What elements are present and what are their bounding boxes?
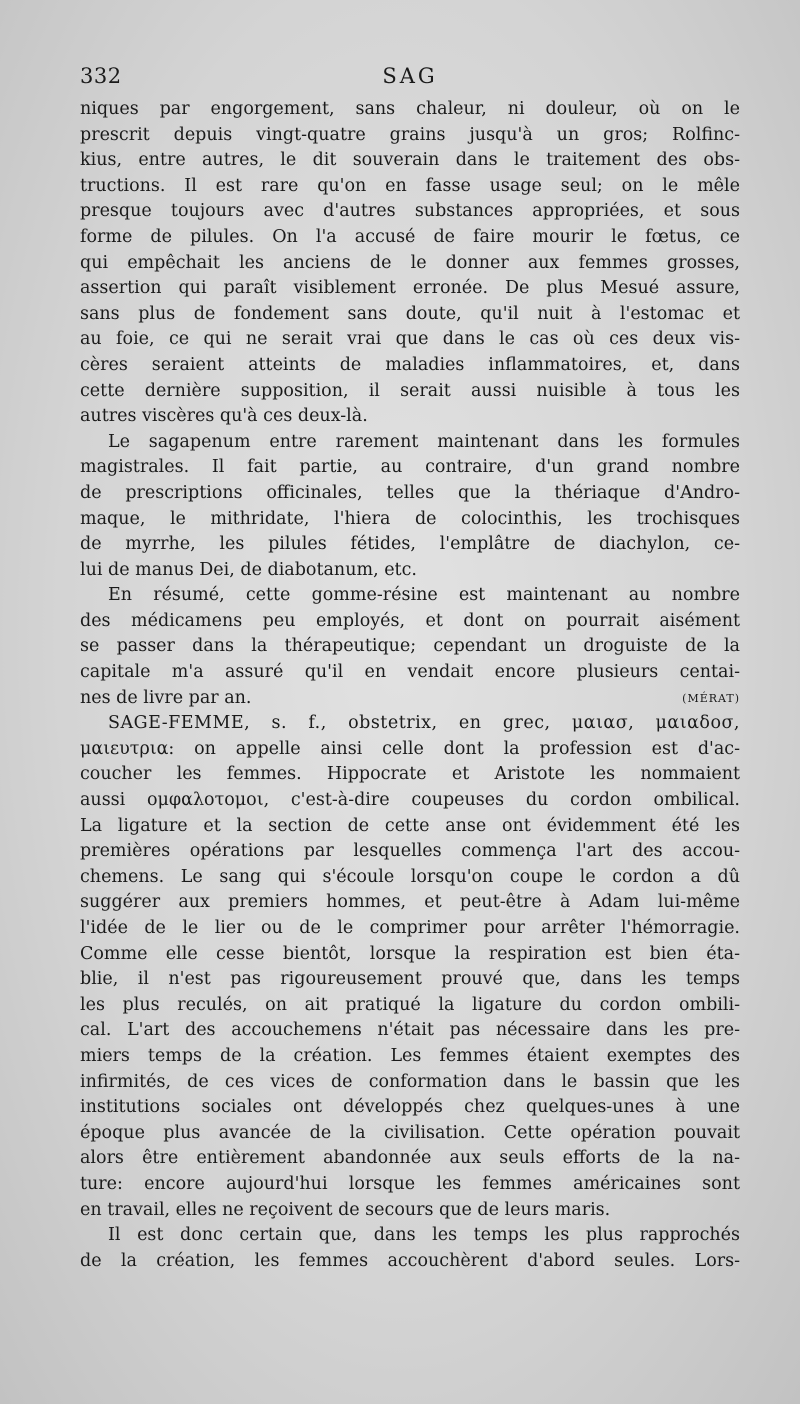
text-line: miers temps de la création. Les femmes étaient exemptes des [80,1045,740,1066]
text-line: blie, il n'est pas rigoureusement prouvé que, dans les temps [80,969,740,990]
text-line: infirmités, de ces vices de conformation dans le bassin que les [80,1071,740,1092]
text-line: lui de manus Dei, de diabotanum, etc. [80,559,417,580]
page-number: 332 [80,64,122,88]
text-line: niques par engorgement, sans chaleur, ni douleur, où on le [80,99,740,119]
text-line: cères seraient atteints de maladies inflammatoires, et, dans [80,354,740,375]
text-line: presque toujours avec d'autres substances appropriées, et sous [80,201,740,222]
text-line: tructions. Il est rare qu'on en fasse usage seul; on le mêle [80,175,740,196]
text-line: au foie, ce qui ne serait vrai que dans le cas où ces deux vis- [80,329,740,350]
paragraph [80,97,740,430]
text-line: institutions sociales ont développés chez quelques-unes à une [80,1097,740,1118]
text-line-content: nes de livre par an. [80,687,252,708]
text-line: qui empêchait les anciens de le donner aux femmes grosses, [80,252,740,273]
text-line: En résumé, cette gomme-résine est maintenant au nombre [108,585,740,606]
body-text [80,97,740,1274]
paragraph [80,1223,740,1274]
text-line: SAGE-FEMME, s. f., obstetrix, en grec, μαιασ, μαιαδοσ, [108,713,740,734]
text-line: en travail, elles ne reçoivent de secours que de leurs maris. [80,1199,611,1220]
text-line: Il est donc certain que, dans les temps les plus rapprochés [108,1225,740,1246]
text-line: Le sagapenum entre rarement maintenant dans les formules [108,431,740,452]
text-line: μαιευτρια: on appelle ainsi celle dont la profession est d'ac- [80,738,740,759]
text-line: se passer dans la thérapeutique; cependant un droguiste de la [80,636,740,657]
text-line: époque plus avancée de la civilisation. Cette opération pouvait [80,1122,740,1143]
text-line: les plus reculés, on ait pratiqué la ligature du cordon ombili- [80,994,740,1015]
paragraph [80,711,740,1223]
text-line: sans plus de fondement sans doute, qu'il nuit à l'estomac et [80,303,740,324]
running-head: SAG [382,64,438,88]
text-line: autres viscères qu'à ces deux-là. [80,406,368,427]
text-line: Comme elle cesse bientôt, lorsque la respiration est bien éta- [80,943,740,964]
text-line: La ligature et la section de cette anse ont évidemment été les [80,815,740,836]
text-line: cal. L'art des accouchemens n'était pas nécessaire dans les pre- [80,1020,740,1041]
text-line: aussi ομφαλοτομοι, c'est-à-dire coupeuses du cordon ombilical. [80,790,740,811]
text-line [80,686,740,712]
text-line: de prescriptions officinales, telles que la thériaque d'Andro- [80,482,740,503]
text-line: cette dernière supposition, il serait aussi nuisible à tous les [80,380,740,401]
paragraph [80,430,740,584]
text-line: assertion qui paraît visiblement erronée. De plus Mesué assure, [80,278,740,299]
text-line: chemens. Le sang qui s'écoule lorsqu'on coupe le cordon a dû [80,866,740,887]
text-line: kius, entre autres, le dit souverain dans le traitement des obs- [80,150,740,171]
text-line: des médicamens peu employés, et dont on pourrait aisément [80,610,740,631]
text-line: de myrrhe, les pilules fétides, l'emplâtre de diachylon, ce- [80,534,740,555]
page-header [80,64,740,96]
text-line: capitale m'a assuré qu'il en vendait encore plusieurs centai- [80,662,740,683]
text-line: coucher les femmes. Hippocrate et Aristote les nommaient [80,764,740,785]
text-line: prescrit depuis vingt-quatre grains jusqu'à un gros; Rolfinc- [80,124,740,145]
paragraph [80,583,740,711]
text-line: suggérer aux premiers hommes, et peut-être à Adam lui-même [80,892,740,913]
text-line: alors être entièrement abandonnée aux seuls efforts de la na- [80,1148,740,1169]
text-line: forme de pilules. On l'a accusé de faire mourir le fœtus, ce [80,226,740,247]
text-line: magistrales. Il fait partie, au contraire, d'un grand nombre [80,457,740,478]
text-line: maque, le mithridate, l'hiera de colocinthis, les trochisques [80,508,740,529]
text-line: l'idée de le lier ou de le comprimer pour arrêter l'hémorragie. [80,918,740,938]
text-line: de la création, les femmes accouchèrent d'abord seules. Lors- [80,1250,740,1271]
text-line: premières opérations par lesquelles commença l'art des accou- [80,841,740,862]
text-line: ture: encore aujourd'hui lorsque les femmes américaines sont [80,1173,740,1194]
author-signature: (MÉRAT) [682,691,740,705]
